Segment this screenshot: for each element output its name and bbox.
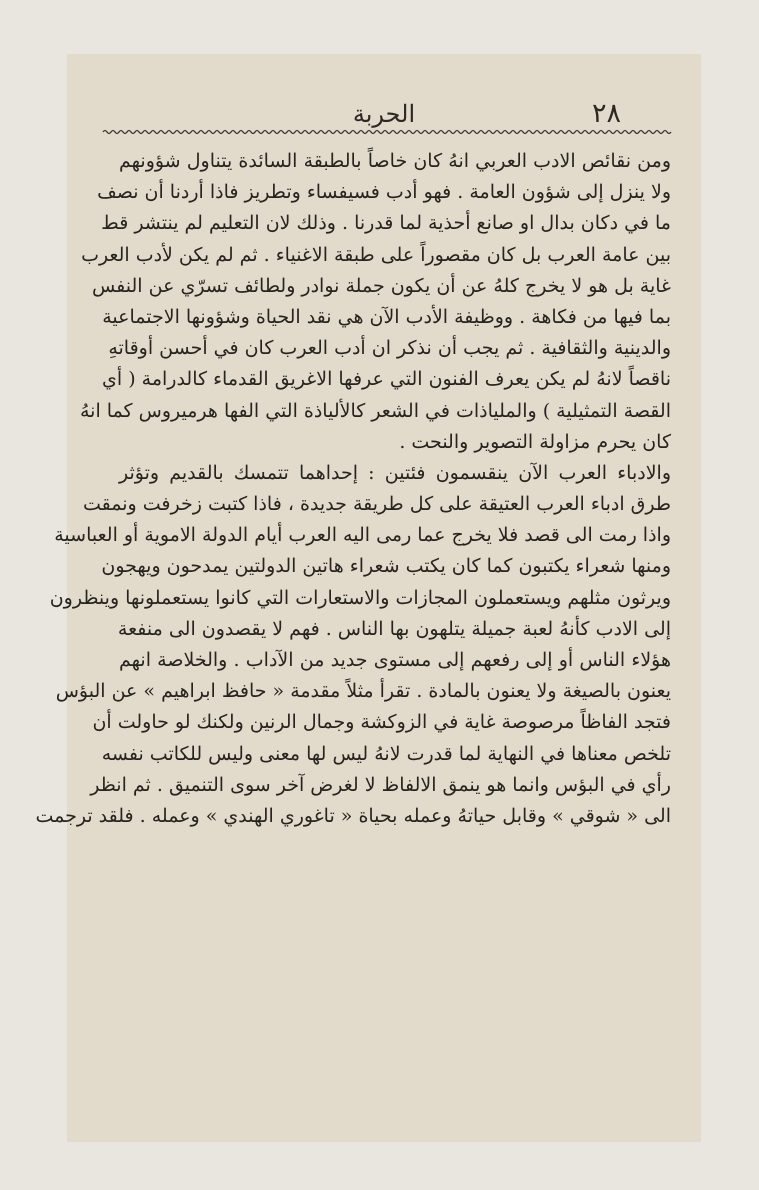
text-line: غاية بل هو لا يخرج كلهُ عن أن يكون جملة نوادر ولطائف تسرّي عن النفس <box>91 274 671 297</box>
text-line: ولا ينزل إلى شؤون العامة . فهو أدب فسيفساء وتطريز فاذا أردنا أن نصف <box>97 181 671 204</box>
text-line: تلخص معناها في النهاية لما قدرت لانهُ ليس لها معنى وليس للكاتب نفسه <box>101 742 671 765</box>
running-title: الحربة <box>352 100 416 128</box>
text-line: والادباء العرب الآن ينقسمون فئتين : إحداهما تتمسك بالقديم وتؤثر <box>119 461 671 484</box>
body-text <box>35 146 671 832</box>
text-line: بما فيها من فكاهة . ووظيفة الأدب الآن هي نقد الحياة وشؤونها الاجتماعية <box>102 305 671 328</box>
text-line: رأي في البؤس وانما هو ينمق الالفاظ لا لغرض آخر سوى التنميق . ثم انظر <box>90 773 671 796</box>
text-line: طرق ادباء العرب العتيقة على كل طريقة جديدة ، فاذا كتبت زخرفت ونمقت <box>83 493 671 516</box>
text-line: الى « شوقي » وقابل حياتهُ وعمله بحياة « تاغوري الهندي » وعمله . فلقد ترجمت <box>35 804 671 827</box>
text-line: ويرثون مثلهم ويستعملون المجازات والاستعارات التي كانوا يستعملونها وينظرون <box>49 586 671 609</box>
text-line: ما في دكان بدال او صانع أحذية لما قدرنا . وذلك لان التعليم لم ينتشر قط <box>101 212 671 235</box>
text-line: فتجد الفاظاً مرصوصة غاية في الزوكشة وجمال الرنين ولكنك لو حاولت أن <box>92 711 671 734</box>
text-line: ومن نقائص الادب العربي انهُ كان خاصاً بالطبقة السائدة يتناول شؤونهم <box>119 150 671 172</box>
text-line: واذا رمت الى قصد فلا يخرج عما رمى اليه العرب أيام الدولة الاموية أو العباسية <box>54 524 671 547</box>
text-line: ناقصاً لانهُ لم يكن يعرف الفنون التي عرفها الاغريق القدماء كالدرامة ( أي <box>102 368 671 391</box>
book-page <box>35 54 701 1142</box>
text-line: القصة التمثيلية ) والملياذات في الشعر كالألياذة التي الفها هرميروس كما انهُ <box>79 399 671 422</box>
text-line-paragraph-end: كان يحرم مزاولة التصوير والنحت . <box>399 430 671 453</box>
wavy-header-rule <box>103 128 671 136</box>
text-line: يعنون بالصيغة ولا يعنون بالمادة . تقرأ مثلاً مقدمة « حافظ ابراهيم » عن البؤس <box>55 680 671 703</box>
text-line: والدينية والثقافية . ثم يجب أن نذكر ان أدب العرب كان في أحسن أوقاتهِ <box>108 337 671 360</box>
text-line: إلى الادب كأنهُ لعبة جميلة يتلهون بها الناس . فهم لا يقصدون الى منفعة <box>117 617 671 640</box>
page-number: ٢٨ <box>591 98 621 129</box>
text-line: هؤلاء الناس أو إلى رفعهم إلى مستوى جديد من الآداب . والخلاصة انهم <box>119 649 671 671</box>
text-line: بين عامة العرب بل كان مقصوراً على طبقة الاغنياء . ثم لم يكن لأدب العرب <box>81 243 671 266</box>
text-line: ومنها شعراء يكتبون كما كان يكتب شعراء هاتين الدولتين يمدحون ويهجون <box>101 555 671 578</box>
